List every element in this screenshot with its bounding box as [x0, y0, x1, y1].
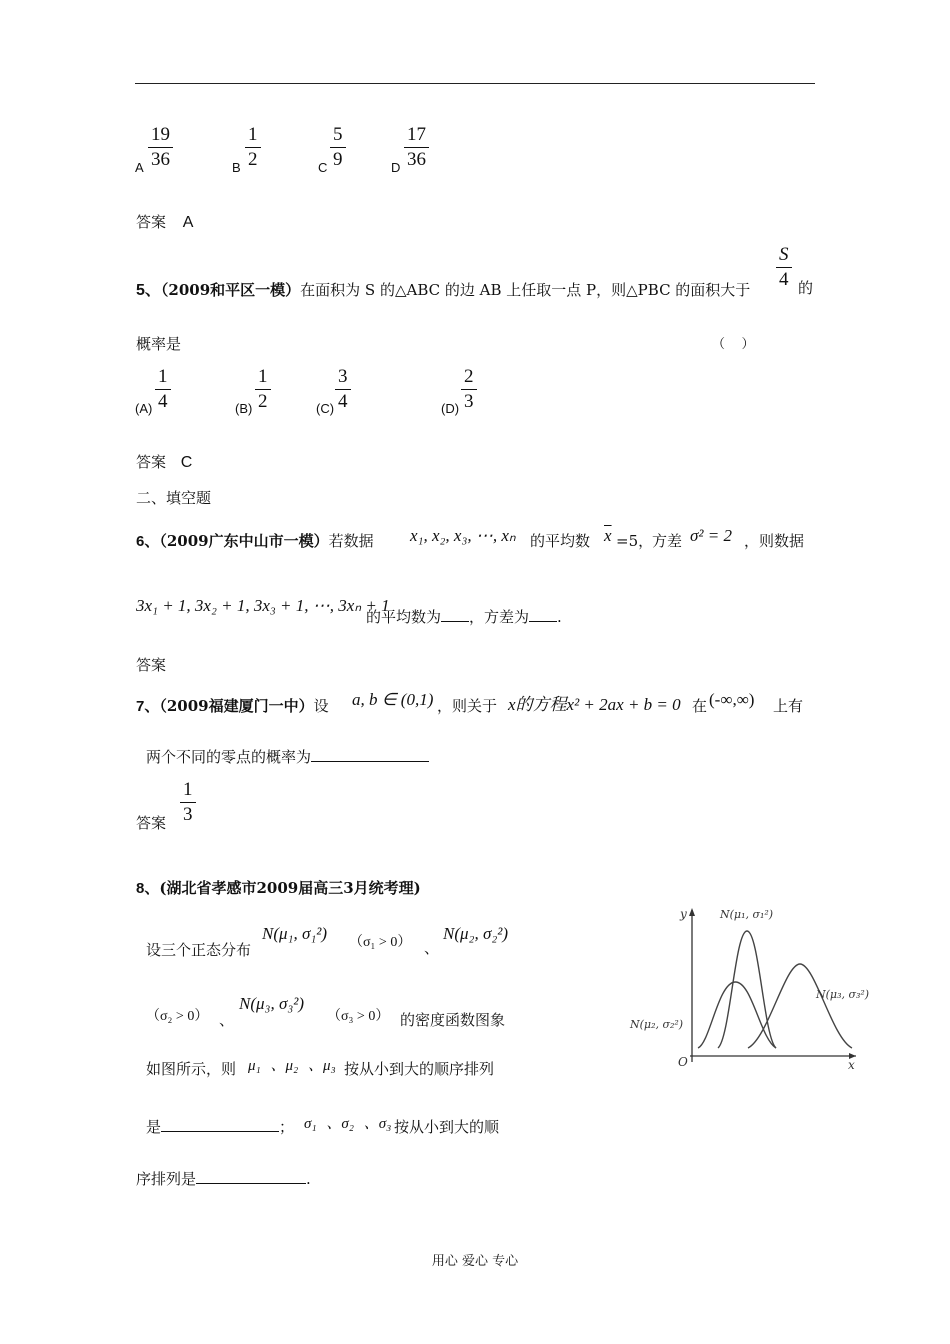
q5-option-b-fraction: 1 2 [255, 366, 271, 413]
header-rule [135, 83, 815, 84]
curve-n1 [718, 931, 776, 1048]
q6-text-variance: 方差 [652, 532, 683, 550]
q5-option-a-fraction: 1 4 [155, 366, 171, 413]
q5-answer: 答案 C [136, 453, 193, 471]
q8-text-order2: 按从小到大的顺 [394, 1118, 500, 1136]
q8-sigma-question: 序排列是 . [136, 1170, 311, 1188]
q7-stem: 7、（2009福建厦门一中）设 [136, 697, 329, 715]
q8-c3: （σ₃ > 0） [327, 1009, 390, 1024]
curve-n2 [698, 982, 776, 1048]
q5-option-b-label: (B) [235, 401, 253, 416]
q7-condition: a, b ∈ (0,1) [352, 690, 434, 709]
q5-text-de: 的 [798, 279, 814, 297]
y-axis-arrow-icon [689, 908, 695, 916]
q7-answer-label: 答案 [136, 814, 167, 832]
option-a-fraction: 19 36 [148, 124, 173, 171]
q8-mu-question: 是 ； [146, 1118, 295, 1136]
q6-variance-blank[interactable] [529, 621, 557, 622]
q4-answer: 答案 A [136, 213, 194, 231]
q8-c1: （σ₁ > 0） [349, 935, 412, 950]
q7-equation: x的方程x² + 2ax + b = 0 [508, 695, 681, 714]
y-axis-label: y [680, 907, 687, 921]
option-d-fraction: 17 36 [404, 124, 429, 171]
q5-stem: 5、（2009和平区一模）在面积为 S 的△ABC 的边 AB 上任取一点 P，则△PBC 的面积大于 [136, 281, 751, 299]
q7-interval: (-∞,∞) [709, 690, 755, 709]
q5-answer-paren: （ ） [712, 337, 755, 352]
q6-question: 的平均数为 ，方差为 . [366, 608, 562, 626]
q7-question: 两个不同的零点的概率为 [146, 746, 429, 767]
q6-text-then: ，则数据 [744, 532, 805, 550]
q8-stem: 8、(湖北省孝感市2009届高三3月统考理) [136, 879, 421, 897]
option-b-fraction: 1 2 [245, 124, 261, 171]
q7-text-in: 在 [692, 697, 708, 715]
q6-data-list: x₁, x₂, x₃, ⋯, xₙ [410, 526, 516, 545]
q8-mu-blank[interactable] [161, 1131, 279, 1132]
q7-blank[interactable] [311, 761, 429, 762]
q7-text-about: ，则关于 [437, 697, 498, 715]
q6-mean-value: =5， [616, 532, 654, 550]
q6-mean-blank[interactable] [441, 621, 469, 622]
option-d-label: D [391, 160, 401, 175]
q8-normal-curves-figure [620, 898, 870, 1070]
q8-sigma-blank[interactable] [196, 1183, 306, 1184]
q7-text-has: 上有 [773, 697, 804, 715]
curve-n2-label: N(μ₂, σ₂²) [630, 1018, 684, 1031]
q8-sigma-list: σ₁ 、σ₂ 、σ₃ [304, 1116, 392, 1132]
q6-stem: 6、（2009广东中山市一模）若数据 [136, 532, 374, 550]
origin-label: O [678, 1055, 688, 1069]
q8-text-density: 的密度函数图象 [400, 1011, 506, 1029]
q7-answer-fraction: 1 3 [180, 779, 196, 826]
q8-n3: N(μ₃, σ₃²) [239, 994, 304, 1013]
curve-n3 [748, 964, 852, 1048]
curve-n3-label: N(μ₃, σ₃²) [816, 988, 870, 1001]
q8-text-intro: 设三个正态分布 [146, 941, 252, 959]
q6-answer-label: 答案 [136, 656, 167, 674]
x-axis-label: x [848, 1058, 855, 1070]
q5-option-c-label: (C) [316, 401, 335, 416]
option-b-label: B [232, 160, 241, 175]
q6-mean-symbol: $\overline{x}$ [604, 526, 612, 545]
option-c-label: C [318, 160, 328, 175]
q5-text-prob: 概率是 [136, 335, 182, 353]
page-footer: 用心 爱心 专心 [431, 1254, 519, 1269]
q5-option-d-fraction: 2 3 [461, 366, 477, 413]
q6-text-mean: 的平均数 [530, 532, 591, 550]
q8-n2: N(μ₂, σ₂²) [443, 924, 508, 943]
q5-option-a-label: (A) [135, 401, 153, 416]
q8-text-order: 按从小到大的顺序排列 [344, 1060, 495, 1078]
q5-s-over-4: S 4 [776, 244, 792, 291]
q6-variance: σ² = 2 [690, 526, 732, 545]
q5-option-d-label: (D) [441, 401, 460, 416]
q5-option-c-fraction: 3 4 [335, 366, 351, 413]
q8-sep2: 、 [219, 1011, 235, 1029]
option-c-fraction: 5 9 [330, 124, 346, 171]
curve-n1-label: N(μ₁, σ₁²) [720, 908, 774, 921]
q8-c2: （σ₂ > 0） [146, 1009, 209, 1024]
q8-sep1: 、 [424, 939, 440, 957]
section-title-fill-in: 二、填空题 [136, 489, 212, 507]
option-a-label: A [135, 160, 144, 175]
q6-transformed-data: 3x₁ + 1, 3x₂ + 1, 3x₃ + 1, ⋯, 3xₙ + 1 [136, 596, 390, 615]
q8-text-figure: 如图所示，则 [146, 1060, 237, 1078]
q8-mu-list: μ₁ 、μ₂ 、μ₃ [248, 1058, 336, 1074]
q8-n1: N(μ₁, σ₁²) [262, 924, 327, 943]
